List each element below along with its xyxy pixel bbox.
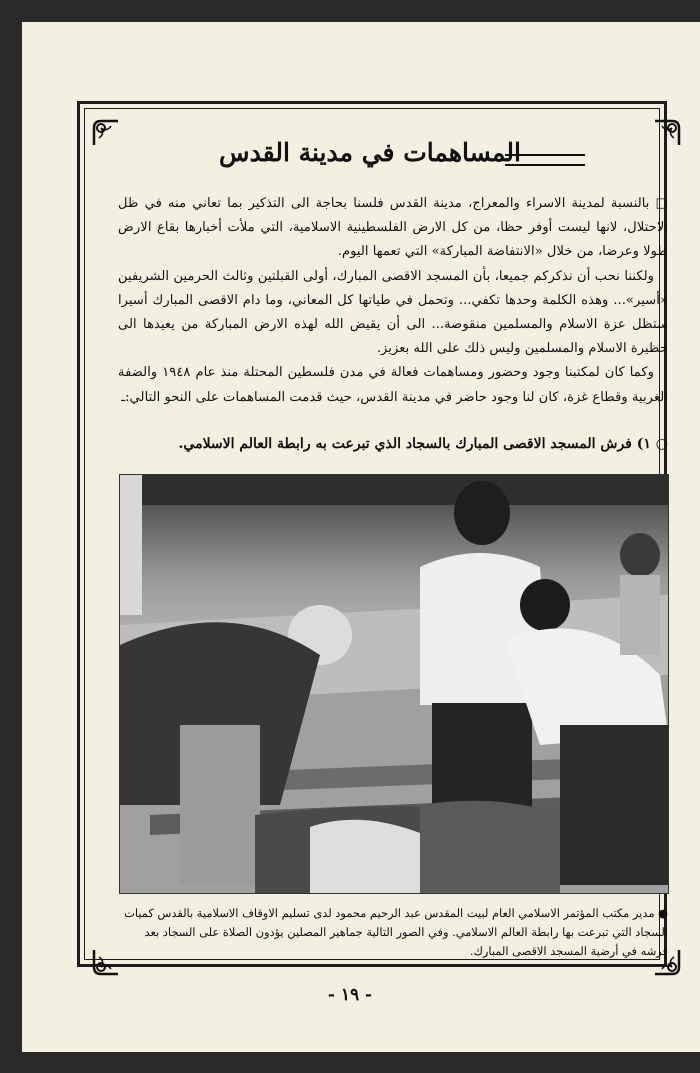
news-photo [119, 474, 669, 894]
page-number: - ١٩ - [327, 985, 373, 1005]
corner-ornament-icon [91, 947, 121, 977]
article-body [118, 192, 668, 410]
corner-ornament-icon [91, 118, 121, 148]
list-item-heading: ○ ١) فرش المسجد الاقصى المبارك بالسجاد الذي تبرعت به رابطة العالم الاسلامي. [178, 436, 668, 452]
photo-caption: ● مدير مكتب المؤتمر الاسلامي العام لبيت المقدس عبد الرحيم محمود لدى تسليم الاوقاف الاسلامية بالقدس كميات السجاد التي تبرعت بها رابطة العالم الاسلامي. وفي الصور التالية جماهير المصلين يؤدون الصلاة على السجاد بعد فرشه في أرضية المسجد الاقصى المبارك. [124, 906, 668, 958]
page-title: المساهمات في مدينة القدس [219, 138, 521, 167]
paragraph: □ بالنسبة لمدينة الاسراء والمعراج، مدينة القدس فلسنا بحاجة الى التذكير بما تعاني منه في ظل الاحتلال، لانها ليست أوفر حظا، من كل الارض الفلسطينية الاسلامية، التي ملأت أخبارها بقاع الارض طولا وعرضا، من خلال «الانتفاضة المباركة» التي تعمها اليوم. [118, 196, 668, 260]
paragraph: ولكننا نحب أن نذكركم جميعا، بأن المسجد الاقصى المبارك، أولى القبلتين وثالث الحرمين الشريفين «أسير»... وهذه الكلمة وحدها تكفي... وتحمل في طياتها كل المعاني، وما دام الاقصى المبارك أسيرا ستظل عزة الاسلام والمسلمين منقوصة... الى أن يقيض الله لهذه الارض المباركة من يعيدها الى حظيرة الاسلام والمسلمين وليس ذلك على الله بعزيز. [118, 268, 668, 357]
corner-ornament-icon [652, 118, 682, 148]
paragraph: وكما كان لمكتبنا وجود وحضور ومساهمات فعالة في مدن فلسطين المحتلة منذ عام ١٩٤٨ والضفة الغربية وقطاع غزة، كان لنا وجود حاضر في مدينة القدس، حيث قدمت المساهمات على النحو التالي:ـ [118, 365, 668, 405]
